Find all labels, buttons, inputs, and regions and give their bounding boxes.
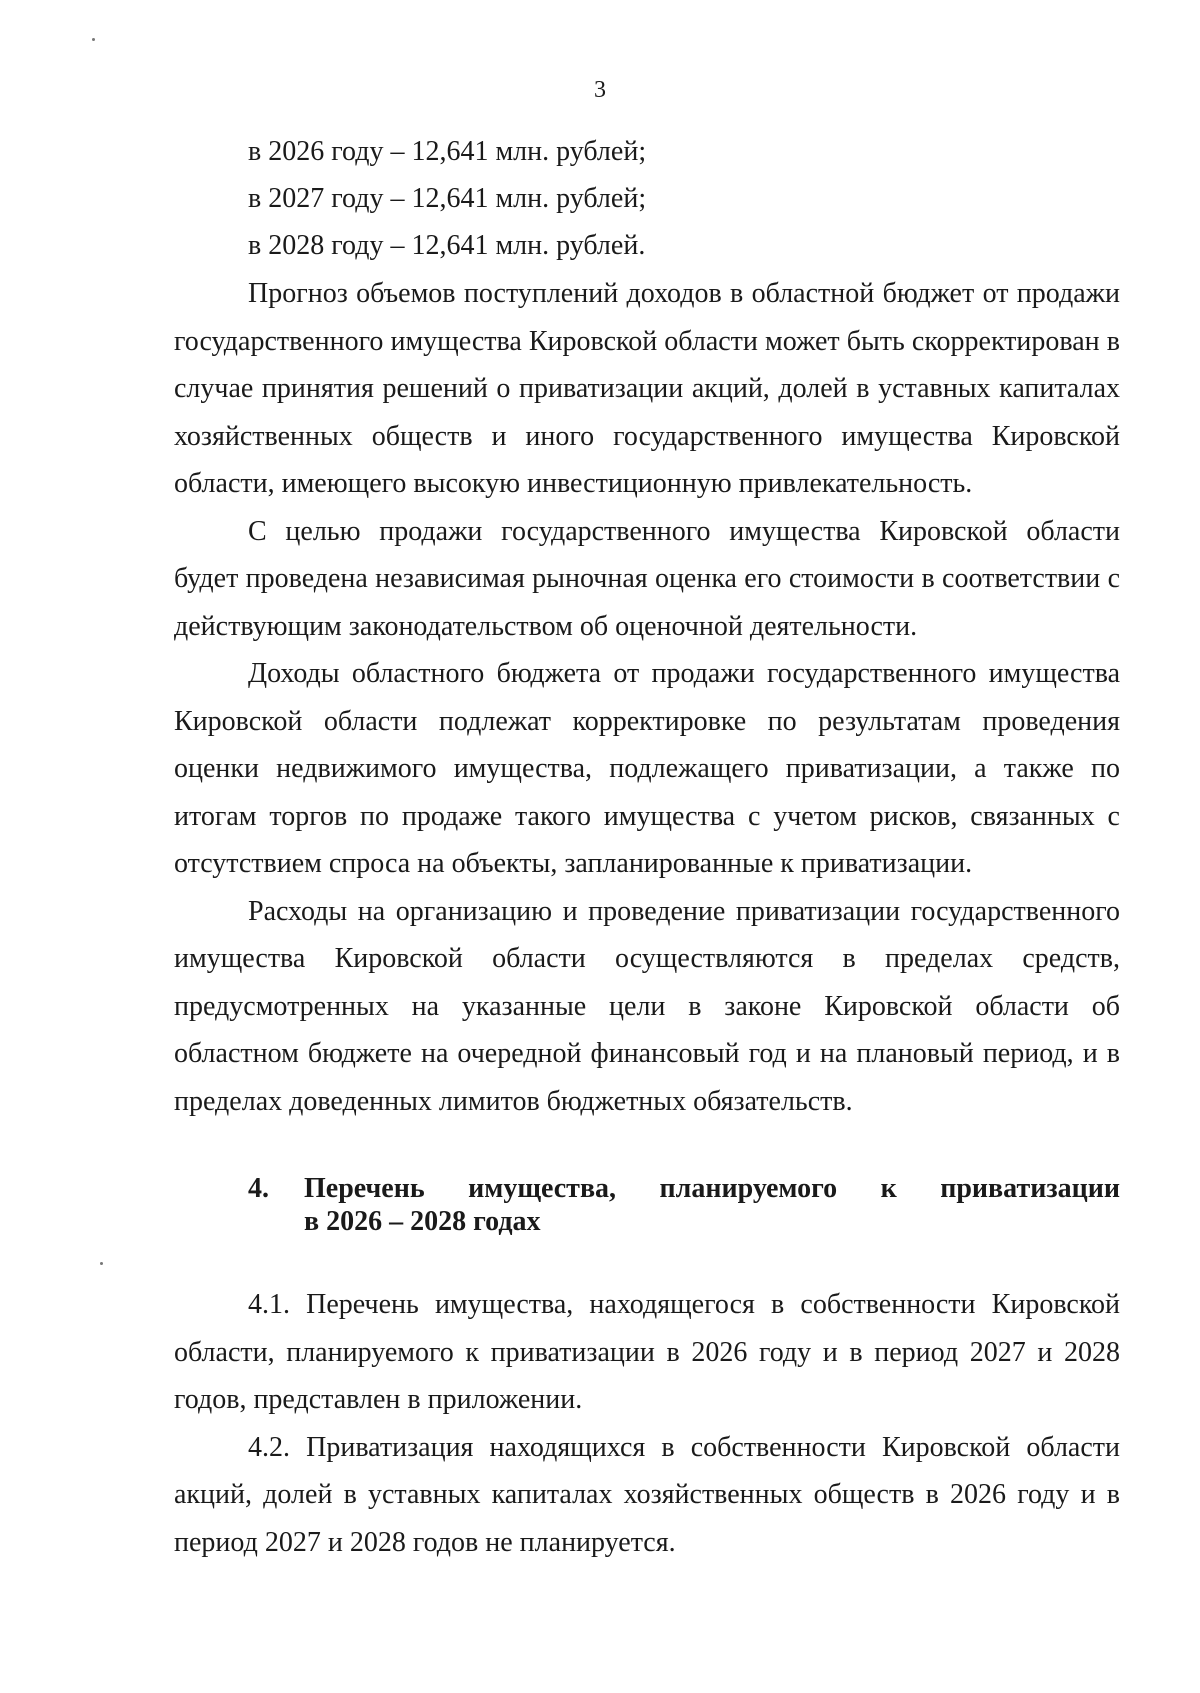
year-line-2027: в 2027 году – 12,641 млн. рублей; — [248, 183, 647, 214]
scan-speck — [92, 38, 95, 41]
section-4-number: 4. — [248, 1173, 269, 1204]
paragraph-valuation: С целью продажи государственного имущества Кировской области будет проведена независимая рыночная оценка его стоимости в соответствии с действующим законодательством об оценочной деятельности. — [174, 515, 1120, 642]
paragraph-income-adjustment: Доходы областного бюджета от продажи государственного имущества Кировской области подлежат корректировке по результатам проведения оценки недвижимого имущества, подлежащего приватизации, а также по итогам торгов по продаже такого имущества с учетом рисков, связанных с отсутствием спроса на объекты, запланированные к приватизации. — [174, 658, 1120, 879]
page-number: 3 — [594, 77, 606, 103]
paragraph-forecast: Прогноз объемов поступлений доходов в областной бюджет от продажи государственного имущества Кировской области может быть скорректирован в случае принятия решений о приватизации акций, долей в уставных капиталах хозяйственных обществ и иного государственного имущества Кировской области, имеющего высокую инвестиционную привлекательность. — [174, 278, 1120, 499]
section-4-title-line2: в 2026 – 2028 годах — [304, 1206, 541, 1237]
body-text-block-2 — [174, 1281, 1120, 1566]
year-line-2028: в 2028 году – 12,641 млн. рублей. — [248, 230, 646, 261]
item-4-2: 4.2. Приватизация находящихся в собственности Кировской области акций, долей в уставных капиталах хозяйственных обществ в 2026 году и в период 2027 и 2028 годов не планируется. — [174, 1431, 1120, 1558]
year-line-2026: в 2026 году – 12,641 млн. рублей; — [248, 136, 647, 167]
item-4-1: 4.1. Перечень имущества, находящегося в собственности Кировской области, планируемого к приватизации в 2026 году и в период 2027 и 2028 годов, представлен в приложении. — [174, 1289, 1120, 1415]
section-4-title-line1: Перечень имущества, планируемого к приватизации — [304, 1173, 1120, 1204]
section-4-title — [304, 1172, 1120, 1238]
paragraph-expenses: Расходы на организацию и проведение приватизации государственного имущества Кировской области осуществляются в пределах средств, предусмотренных на указанные цели в законе Кировской области об областном бюджете на очередной финансовый год и на плановый период, и в пределах доведенных лимитов бюджетных обязательств. — [174, 895, 1120, 1117]
section-4-heading — [248, 1172, 1120, 1238]
body-text-block-1 — [174, 270, 1120, 1125]
scan-speck — [100, 1262, 103, 1265]
